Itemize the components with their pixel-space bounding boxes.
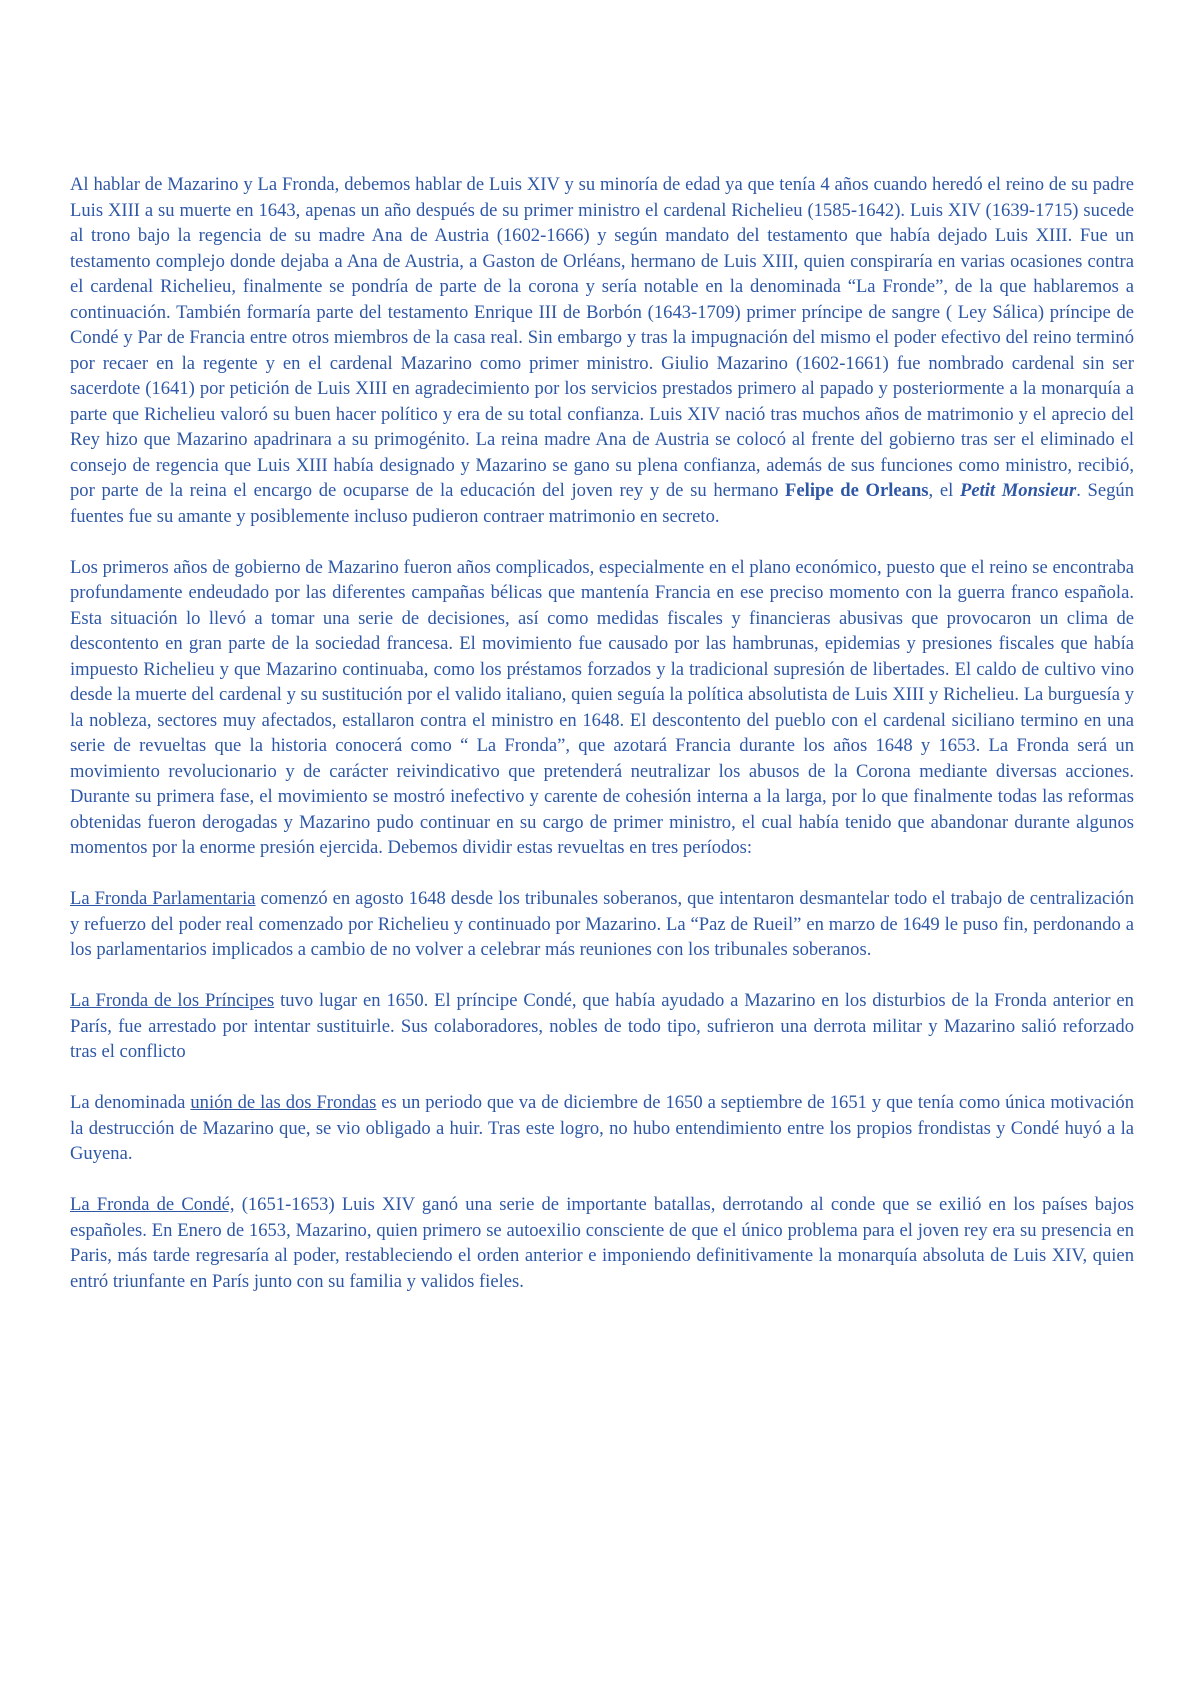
- paragraph-union-frondas: [70, 1090, 1134, 1167]
- paragraph-mazarino-intro: [70, 172, 1134, 529]
- section-heading-principes: La Fronda de los Príncipes: [70, 990, 275, 1011]
- paragraph-text: es un periodo que va de diciembre de 1650 a septiembre de 1651 y que tenía como única motivación la destrucción de Mazarino que, se vio obligado a huir. Tras este logro, no hubo entendimiento entre los propios frondistas y Condé huyó a la Guyena.: [70, 1092, 1135, 1164]
- paragraph-text: , el: [928, 480, 960, 501]
- document-body: [70, 172, 1134, 1320]
- paragraph-text: Al hablar de Mazarino y La Fronda, debemos hablar de Luis XIV y su minoría de edad ya que tenía 4 años cuando heredó el reino de su padre Luis XIII a su muerte en 1643, apenas un año después de su primer ministro el cardenal Richelieu (1585-1642). Luis XIV (1639-1715) sucede al trono bajo la regencia de su madre Ana de Austria (1602-1666) y según mandato del testamento que había dejado Luis XIII. Fue un testamento complejo donde dejaba a Ana de Austria, a Gaston de Orléans, hermano de Luis XIII, quien conspiraría en varias ocasiones contra el cardenal Richelieu, finalmente se pondría de parte de la corona y sería notable en la denominada “La Fronde”, de la que hablaremos a continuación. También formaría parte del testamento Enrique III de Borbón (1643-1709) primer príncipe de sangre ( Ley Sálica) príncipe de Condé y Par de Francia entre otros miembros de la casa real. Sin embargo y tras la impugnación del mismo el poder efectivo del reino terminó por recaer en la regente y en el cardenal Mazarino como primer ministro. Giulio Mazarino (1602-1661) fue nombrado cardenal sin ser sacerdote (1641) por petición de Luis XIII en agradecimiento por los servicios prestados primero al papado y posteriormente a la monarquía a parte que Richelieu valoró su buen hacer político y era de su total confianza. Luis XIV nació tras muchos años de matrimonio y el aprecio del Rey hizo que Mazarino apadrinara a su primogénito. La reina madre Ana de Austria se colocó al frente del gobierno tras ser el eliminado el consejo de regencia que Luis XIII había designado y Mazarino se gano su plena confianza, además de sus funciones como ministro, recibió, por parte de la reina el encargo de ocuparse de la educación del joven rey y de su hermano: [70, 174, 1134, 501]
- paragraph-fronda-principes: [70, 988, 1134, 1065]
- bold-name-felipe: Felipe de Orleans: [785, 480, 929, 501]
- paragraph-early-government: Los primeros años de gobierno de Mazarino fueron años complicados, especialmente en el plano económico, puesto que el reino se encontraba profundamente endeudado por las diferentes campañas bélicas que mantenía Francia en ese preciso momento con la guerra franco española. Esta situación lo llevó a tomar una serie de decisiones, así como medidas fiscales y financieras abusivas que provocaron un clima de descontento en gran parte de la sociedad francesa. El movimiento fue causado por las hambrunas, epidemias y presiones fiscales que había impuesto Richelieu y que Mazarino continuaba, como los préstamos forzados y la tradicional supresión de libertades. El caldo de cultivo vino desde la muerte del cardenal y su sustitución por el valido italiano, quien seguía la política absolutista de Luis XIII y Richelieu. La burguesía y la nobleza, sectores muy afectados, estallaron contra el ministro en 1648. El descontento del pueblo con el cardenal siciliano termino en una serie de revueltas que la historia conocerá como “ La Fronda”, que azotará Francia durante los años 1648 y 1653. La Fronda será un movimiento revolucionario y de carácter reivindicativo que pretenderá neutralizar los abusos de la Corona mediante diversas acciones. Durante su primera fase, el movimiento se mostró inefectivo y carente de cohesión interna a la larga, por lo que finalmente todas las reformas obtenidas fueron derogadas y Mazarino pudo continuar en su cargo de primer ministro, el cual había tenido que abandonar durante algunos momentos por la enorme presión ejercida. Debemos dividir estas revueltas en tres períodos:: [70, 556, 1134, 858]
- paragraph-text: La denominada: [70, 1092, 191, 1113]
- paragraph-text: . Según fuentes fue su amante y posiblemente incluso pudieron contraer matrimonio en secreto.: [70, 480, 1134, 527]
- section-heading-union: unión de las dos Frondas: [190, 1092, 377, 1113]
- paragraph-text: comenzó en agosto 1648 desde los tribunales soberanos, que intentaron desmantelar todo el trabajo de centralización y refuerzo del poder real comenzado por Richelieu y continuado por Mazarino. La “Paz de Rueil” en marzo de 1649 le puso fin, perdonando a los parlamentarios implicados a cambio de no volver a celebrar más reuniones con los tribunales soberanos.: [70, 888, 1134, 960]
- paragraph-fronda-parlamentaria: [70, 886, 1134, 963]
- paragraph-fronda-conde: [70, 1192, 1134, 1294]
- paragraph-text: (1651-1653) Luis XIV ganó una serie de importante batallas, derrotando al conde que se exilió en los países bajos españoles. En Enero de 1653, Mazarino, quien primero se autoexilio consciente de que el único problema para el joven rey era su presencia en Paris, más tarde regresaría al poder, restableciendo el orden anterior e imponiendo definitivamente la monarquía absoluta de Luis XIV, quien entró triunfante en París junto con su familia y validos fieles.: [70, 1194, 1134, 1292]
- section-heading-parlamentaria: La Fronda Parlamentaria: [70, 888, 256, 909]
- section-heading-conde: La Fronda de Condé,: [70, 1194, 235, 1215]
- paragraph-text: tuvo lugar en 1650. El príncipe Condé, que había ayudado a Mazarino en los disturbios de la Fronda anterior en París, fue arrestado por intentar sustituirle. Sus colaboradores, nobles de todo tipo, sufrieron una derrota militar y Mazarino salió reforzado tras el conflicto: [70, 990, 1134, 1062]
- bold-italic-title: Petit Monsieur: [959, 480, 1077, 501]
